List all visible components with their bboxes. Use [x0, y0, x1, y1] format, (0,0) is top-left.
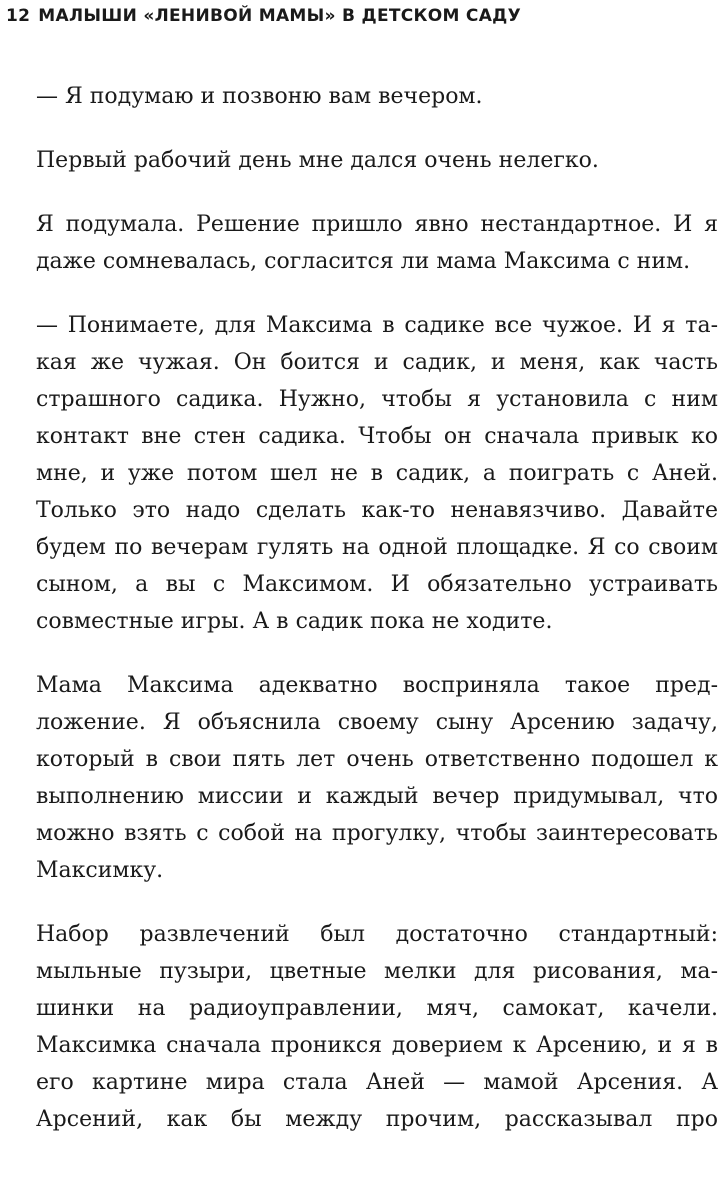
paragraph: Набор развлечений был достаточно стандартный: мыльные пузыри, цветные мелки для рисования, машинки на радиоуправлении, мяч, самокат, качели. Максимка сначала проникся доверием к Арсению, и я в его картине мира стала Аней — мамой Арсения. А Арсений, как бы между прочим, рассказывал про	[36, 922, 718, 1132]
paragraph: Я подумала. Решение пришло явно нестандартное. И я даже сомневалась, согласится ли мама Максима с ним.	[36, 212, 718, 274]
body-text	[36, 78, 718, 1138]
running-title: МАЛЫШИ «ЛЕНИВОЙ МАМЫ» В ДЕТСКОМ САДУ	[38, 6, 522, 26]
paragraph: — Я подумаю и позвоню вам вечером.	[36, 84, 483, 109]
paragraph: Первый рабочий день мне дался очень нелегко.	[36, 148, 599, 173]
paragraph: Мама Максима адекватно восприняла такое предложение. Я объяснила своему сыну Арсению задачу, который в свои пять лет очень ответственно подошел к выполнению миссии и каждый вечер придумывал, что можно взять с собой на прогулку, чтобы заинтересовать Максимку.	[36, 673, 718, 883]
paragraph: — Понимаете, для Максима в садике все чужое. И я такая же чужая. Он боится и садик, и меня, как часть страшного садика. Нужно, чтобы я установила с ним контакт вне стен садика. Чтобы он сначала привык ко мне, и уже потом шел не в садик, а поиграть с Аней. Только это надо сделать как-то ненавязчиво. Давайте будем по вечерам гулять на одной площадке. Я со своим сыном, а вы с Максимом. И обязательно устраивать совместные игры. А в садик пока не ходите.	[36, 313, 718, 634]
running-head	[6, 6, 521, 26]
page-number: 12	[6, 6, 31, 26]
